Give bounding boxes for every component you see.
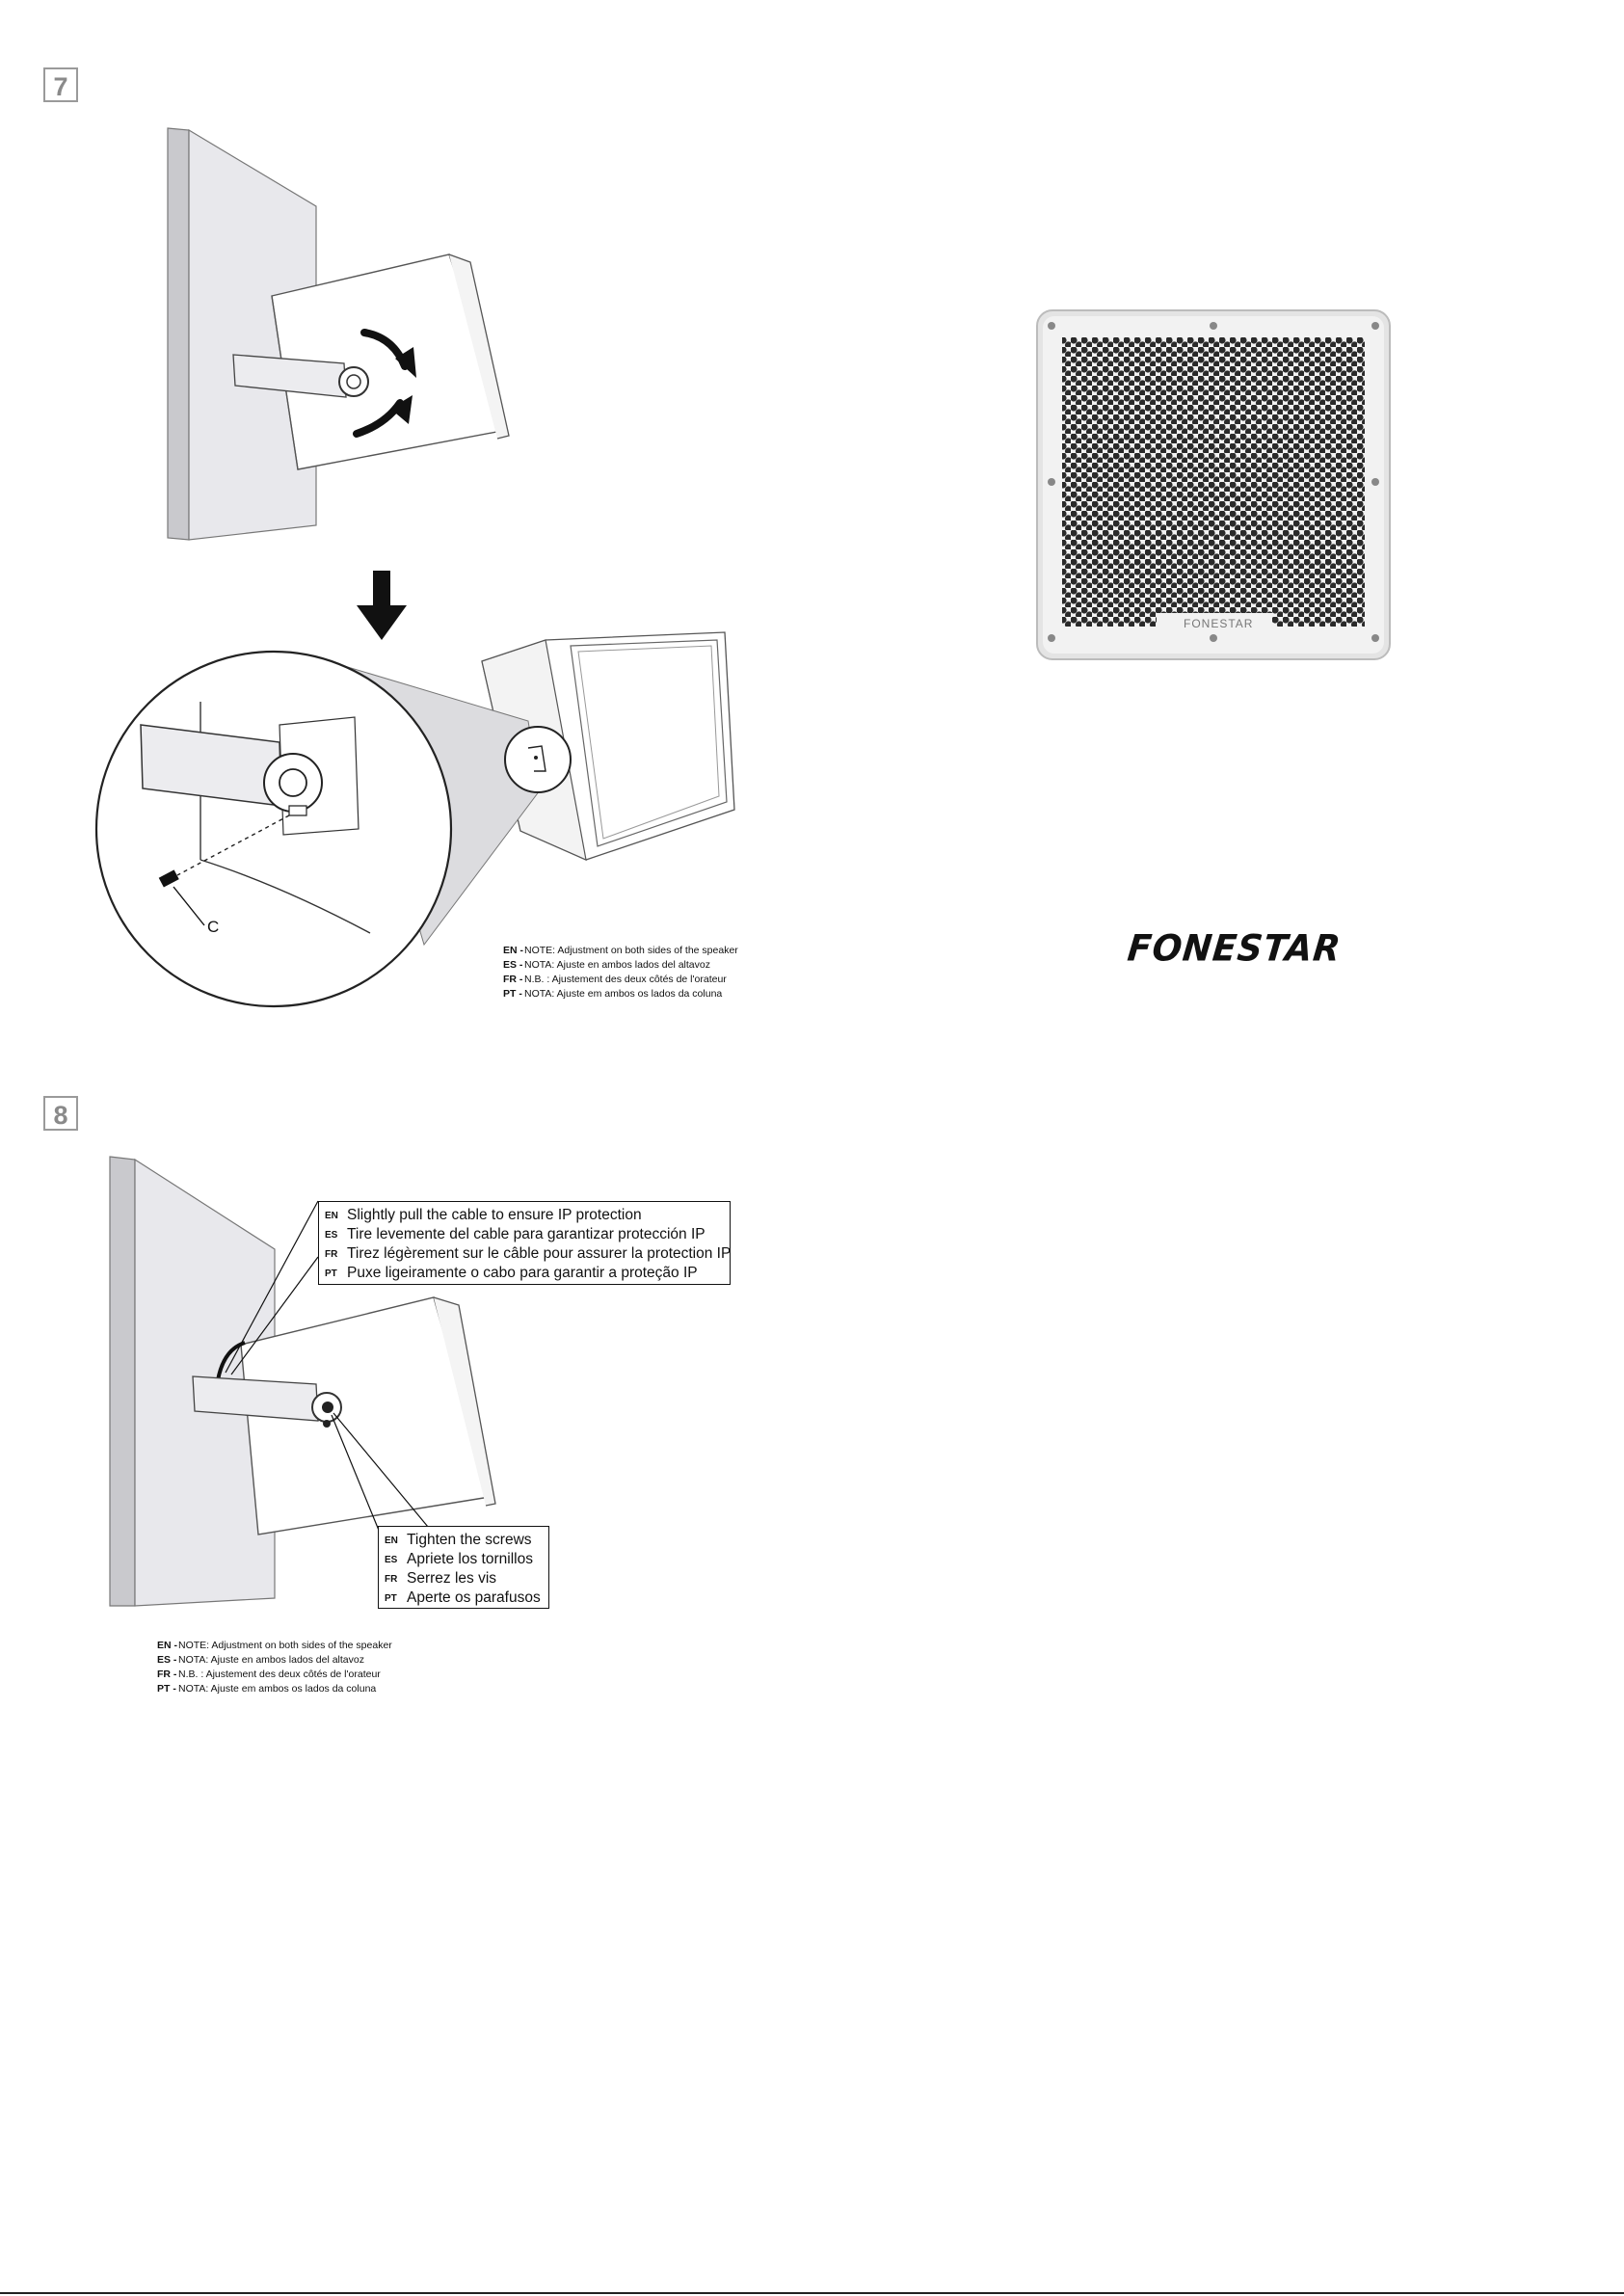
step7-notes [503, 944, 738, 1001]
callout-row: EN Tighten the screws [385, 1532, 532, 1548]
note-row: FR - N.B. : Ajustement des deux côtés de l'orateur [157, 1669, 381, 1680]
callout-letter-c: C [207, 918, 220, 936]
note-row: PT - NOTA: Ajuste em ambos os lados da coluna [503, 988, 723, 1000]
speaker-grille-photo [1037, 310, 1390, 659]
note-row: ES - NOTA: Ajuste en ambos lados del altavoz [503, 959, 710, 971]
down-arrow-icon [357, 571, 407, 640]
screws-callout-box [378, 1526, 549, 1609]
note-row: FR - N.B. : Ajustement des deux côtés de l'orateur [503, 974, 727, 985]
callout-row: PT Puxe ligeiramente o cabo para garantir a proteção IP [325, 1265, 698, 1281]
callout-row: ES Tire levemente del cable para garantizar protección IP [325, 1226, 706, 1242]
grille-logo: FONESTAR [1184, 617, 1254, 630]
page-bottom-rule [0, 2292, 1624, 2294]
step-8-number: 8 [43, 1096, 78, 1131]
note-row: EN -NOTE: Adjustment on both sides of the speaker [157, 1640, 392, 1651]
note-row: PT - NOTA: Ajuste em ambos os lados da coluna [157, 1683, 377, 1695]
cable-callout-box [318, 1201, 731, 1285]
callout-row: FR Tirez légèrement sur le câble pour assurer la protection IP [325, 1245, 732, 1262]
step-7-number: 7 [43, 67, 78, 102]
callout-row: ES Apriete los tornillos [385, 1551, 533, 1567]
brand-logo: FONESTAR [1125, 927, 1344, 971]
step7-magnifier-circle [96, 652, 451, 1006]
callout-row: FR Serrez les vis [385, 1570, 497, 1587]
note-row: ES - NOTA: Ajuste en ambos lados del altavoz [157, 1654, 364, 1666]
note-row: EN -NOTE: Adjustment on both sides of the speaker [503, 945, 738, 956]
callout-row: EN Slightly pull the cable to ensure IP protection [325, 1207, 642, 1223]
callout-row: PT Aperte os parafusos [385, 1589, 541, 1606]
step8-notes [157, 1639, 392, 1696]
